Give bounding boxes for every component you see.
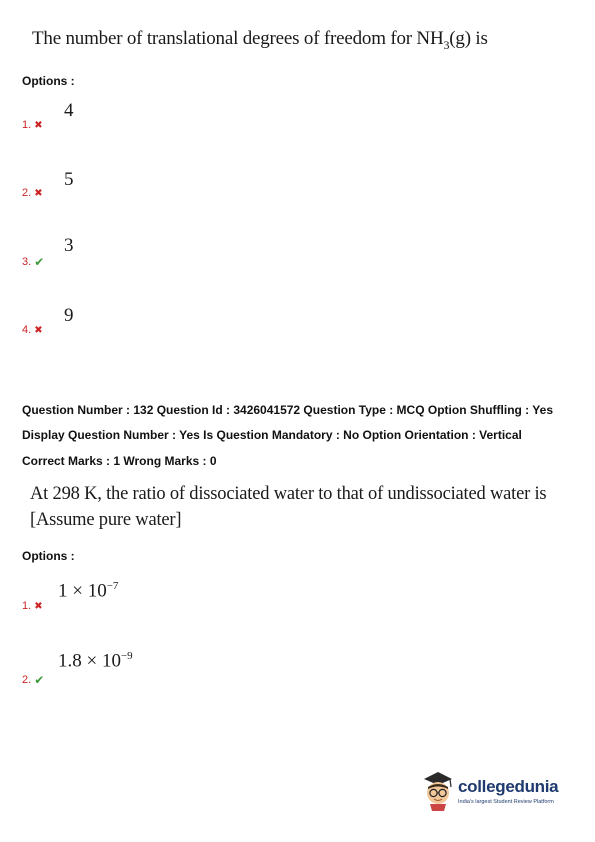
question-meta-line-3: Correct Marks : 1 Wrong Marks : 0 xyxy=(22,454,217,468)
option-number xyxy=(22,673,44,687)
question-1-subscript: 3 xyxy=(443,37,450,52)
option-number-label: 2. xyxy=(22,187,32,199)
option-exponent: −9 xyxy=(120,650,133,662)
mascot-icon xyxy=(420,769,456,813)
option-value: 3 xyxy=(64,235,74,256)
option-number-label: 4. xyxy=(22,324,32,336)
option-exponent: −7 xyxy=(106,580,119,592)
question-1-text xyxy=(32,28,488,53)
option-number xyxy=(22,119,43,131)
option-value xyxy=(58,580,118,602)
option-value: 9 xyxy=(64,305,74,326)
wrong-icon: ✖ xyxy=(34,119,43,131)
wrong-icon: ✖ xyxy=(34,600,43,612)
option-number-label: 3. xyxy=(22,256,32,268)
question-1-text-end: (g) is xyxy=(449,28,488,49)
option-number xyxy=(22,324,43,336)
question-1-text-main: The number of translational degrees of freedom for NH xyxy=(32,28,444,49)
brand-tagline: India's largest Student Review Platform xyxy=(458,799,554,805)
brand-logo xyxy=(420,769,570,813)
brand-name: collegedunia xyxy=(458,777,559,796)
question-2-note: [Assume pure water] xyxy=(30,510,182,530)
option-mantissa: 1 × 10 xyxy=(58,580,107,602)
question-2-text: At 298 K, the ratio of dissociated water to that of undissociated water is xyxy=(30,484,547,504)
wrong-icon: ✖ xyxy=(34,187,43,199)
option-number xyxy=(22,255,44,269)
option-number-label: 1. xyxy=(22,119,32,131)
option-number xyxy=(22,600,43,612)
option-value: 4 xyxy=(64,100,74,121)
question-meta-line-1: Question Number : 132 Question Id : 3426041572 Question Type : MCQ Option Shuffling : Yes xyxy=(22,403,553,417)
check-icon: ✔ xyxy=(34,255,45,269)
check-icon: ✔ xyxy=(34,673,45,687)
option-number xyxy=(22,187,43,199)
option-value xyxy=(58,650,133,672)
options-label: Options : xyxy=(22,74,75,88)
options-label: Options : xyxy=(22,549,75,563)
wrong-icon: ✖ xyxy=(34,324,43,336)
option-value: 5 xyxy=(64,169,74,190)
option-number-label: 1. xyxy=(22,600,32,612)
option-number-label: 2. xyxy=(22,674,32,686)
question-meta-line-2: Display Question Number : Yes Is Question Mandatory : No Option Orientation : Vertical xyxy=(22,428,522,442)
option-mantissa: 1.8 × 10 xyxy=(58,650,121,672)
